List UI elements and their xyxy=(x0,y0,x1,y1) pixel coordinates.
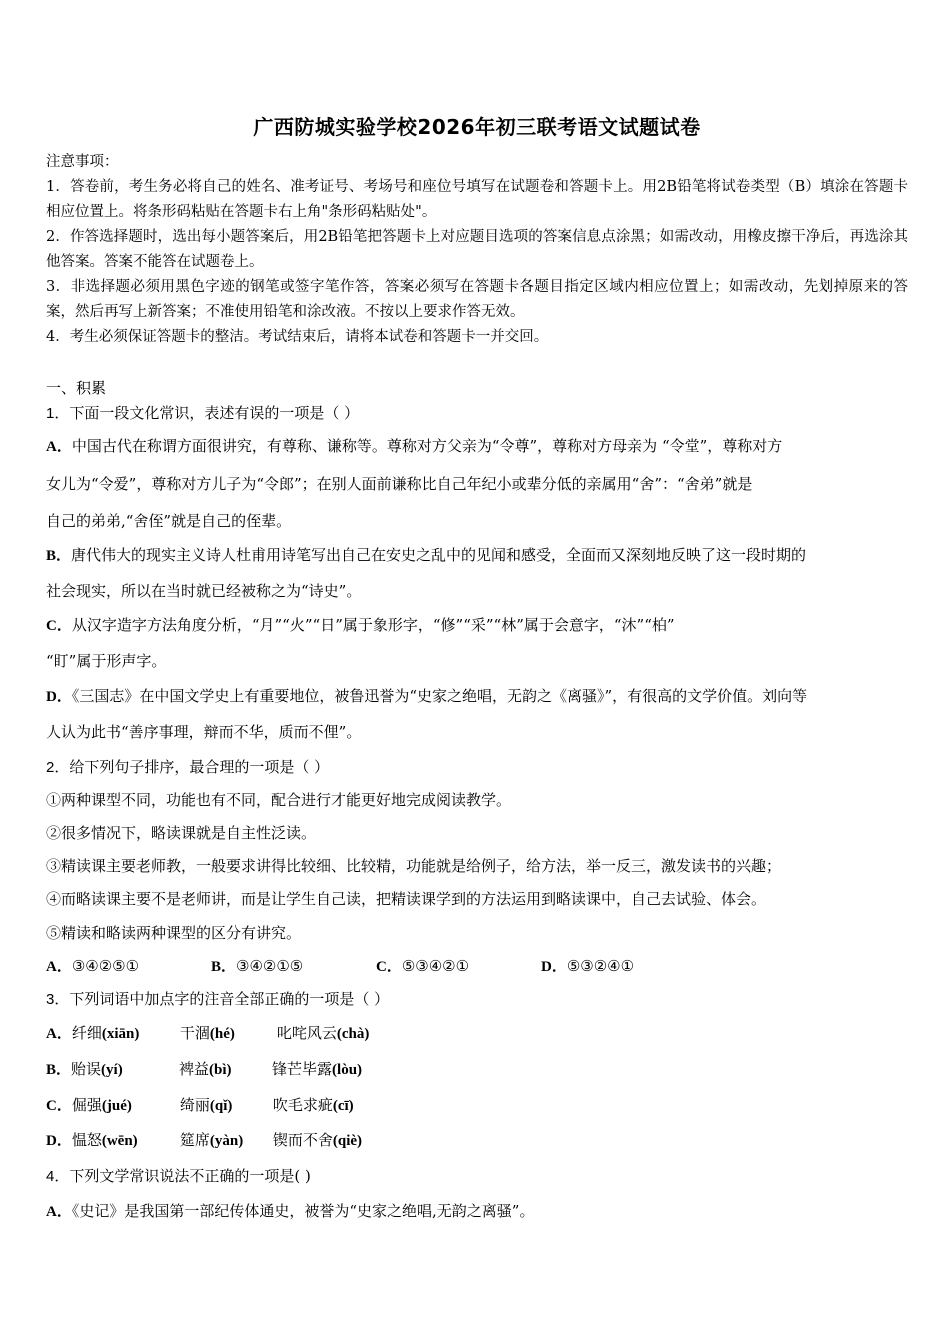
option-text: 从汉字造字方法角度分析，“月”“火”“日”属于象形字，“修”“采”“林”属于会意字，“沐”“柏” xyxy=(71,616,675,634)
q1-option-b-cont: 社会现实，所以在当时就已经被称之为“诗史”。 xyxy=(46,582,362,600)
word: 绮丽 xyxy=(179,1096,210,1114)
q1-option-a-cont: 女儿为“令爱”，尊称对方儿子为“令郎”；在别人面前谦称比自己年纪小或辈分低的亲属用“舍”：“舍弟”就是 xyxy=(46,475,753,493)
q1-option-d xyxy=(46,685,908,706)
notice-item: 4．考生必须保证答题卡的整洁。考试结束后，请将本试卷和答题卡一并交回。 xyxy=(46,329,549,345)
option-label: D． xyxy=(46,1133,72,1149)
word-group xyxy=(273,1129,362,1150)
word-group xyxy=(273,1094,354,1115)
question-3-stem xyxy=(46,988,908,1009)
option-label: C． xyxy=(46,1098,72,1114)
option-text: ⑤③②④① xyxy=(566,957,635,975)
word: 贻误 xyxy=(71,1060,102,1078)
word-group xyxy=(71,1058,179,1079)
q2-option-a xyxy=(46,955,211,976)
q3-option-d xyxy=(46,1129,908,1150)
q3-option-c xyxy=(46,1094,908,1115)
question-number: 3． xyxy=(46,991,70,1008)
sentence-4: ④而略读课主要不是老师讲，而是让学生自己读，把精读课学到的方法运用到略读课中，自己去试验、体会。 xyxy=(46,890,767,908)
word-group xyxy=(72,1094,180,1115)
question-text: 下列词语中加点字的注音全部正确的一项是（ ） xyxy=(69,990,390,1008)
option-text: ③④②⑤① xyxy=(71,957,140,975)
word: 锲而不舍 xyxy=(272,1131,333,1149)
sentence-1: ①两种课型不同，功能也有不同，配合进行才能更好地完成阅读教学。 xyxy=(46,791,512,809)
pinyin: (yí) xyxy=(101,1062,123,1078)
word-group xyxy=(179,1058,272,1079)
q2-options xyxy=(46,955,908,976)
question-number: 1． xyxy=(46,405,70,422)
q1-option-c xyxy=(46,614,908,635)
word-group xyxy=(72,1022,180,1043)
word-group xyxy=(277,1022,370,1043)
question-2-stem xyxy=(46,756,908,777)
word: 叱咤风云 xyxy=(276,1024,337,1042)
q2-option-b xyxy=(211,955,376,976)
q2-option-c xyxy=(376,955,541,976)
q1-option-a xyxy=(46,435,908,456)
q1-option-b xyxy=(46,544,908,565)
question-number: 4． xyxy=(46,1168,70,1185)
question-text: 下面一段文化常识，表述有误的一项是（ ） xyxy=(69,404,360,422)
pinyin: (bì) xyxy=(209,1062,232,1078)
notice-item: 2．作答选择题时，选出每小题答案后，用2B铅笔把答题卡上对应题目选项的答案信息点涂黑；如需改动，用橡皮擦干净后，再选涂其他答案。答案不能答在试题卷上。 xyxy=(46,229,908,270)
word: 愠怒 xyxy=(71,1131,102,1149)
question-4-stem xyxy=(46,1165,908,1186)
option-label: D． xyxy=(541,959,567,975)
question-1-stem xyxy=(46,402,908,423)
word-group xyxy=(180,1022,277,1043)
option-label: B． xyxy=(211,959,237,975)
notice-item: 3．非选择题必须用黑色字迹的钢笔或签字笔作答，答案必须写在答题卡各题目指定区域内相应位置上；如需改动，先划掉原来的答案，然后再写上新答案；不准使用铅笔和涂改液。不按以上要求作答无效。 xyxy=(46,279,908,320)
pinyin: (lòu) xyxy=(332,1062,363,1078)
option-text: 《史记》是我国第一部纪传体通史，被誉为“史家之绝唱,无韵之离骚”。 xyxy=(71,1202,535,1220)
sentence-5: ⑤精读和略读两种课型的区分有讲究。 xyxy=(46,924,302,942)
q4-option-a xyxy=(46,1200,908,1221)
notice-block xyxy=(46,150,908,350)
option-label: B． xyxy=(46,1062,72,1078)
option-label: C． xyxy=(46,618,72,634)
question-text: 给下列句子排序，最合理的一项是（ ） xyxy=(69,758,330,776)
pinyin: (jué) xyxy=(101,1098,132,1114)
word-group xyxy=(180,1094,273,1115)
word: 倔强 xyxy=(71,1096,102,1114)
pinyin: (qǐ) xyxy=(209,1098,233,1114)
notice-item: 1．答卷前，考生务必将自己的姓名、准考证号、考场号和座位号填写在试题卷和答题卡上。用2B铅笔将试卷类型（B）填涂在答题卡相应位置上。将条形码粘贴在答题卡右上角"条形码粘贴处"。 xyxy=(46,179,908,220)
pinyin: (cī) xyxy=(332,1098,354,1114)
word: 吹毛求疵 xyxy=(272,1096,333,1114)
q3-option-a xyxy=(46,1022,908,1043)
option-text: 《三国志》在中国文学史上有重要地位，被鲁迅誉为“史家之绝唱，无韵之《离骚》”，有很高的文学价值。刘向等 xyxy=(71,687,808,705)
q1-option-c-cont: “盯”属于形声字。 xyxy=(46,652,167,670)
pinyin: (hé) xyxy=(209,1026,235,1042)
word: 裨益 xyxy=(179,1060,210,1078)
option-text: 中国古代在称谓方面很讲究，有尊称、谦称等。尊称对方父亲为“令尊”，尊称对方母亲为 “令堂”，尊称对方 xyxy=(71,437,783,455)
word: 筵席 xyxy=(179,1131,210,1149)
option-text: ③④②①⑤ xyxy=(236,957,304,975)
pinyin: (xiān) xyxy=(101,1026,140,1042)
section-heading: 一、积累 xyxy=(46,379,107,397)
option-text: ⑤③④②① xyxy=(401,957,470,975)
option-label: B． xyxy=(46,548,72,564)
sentence-3: ③精读课主要老师教，一般要求讲得比较细、比较精，功能就是给例子，给方法，举一反三，激发读书的兴趣； xyxy=(46,857,782,875)
word: 干涸 xyxy=(179,1024,210,1042)
question-text: 下列文学常识说法不正确的一项是( ) xyxy=(69,1167,311,1185)
pinyin: (wēn) xyxy=(101,1133,138,1149)
pinyin: (chà) xyxy=(336,1026,370,1042)
word: 纤细 xyxy=(71,1024,102,1042)
option-label: D． xyxy=(46,689,72,705)
option-label: C． xyxy=(376,959,402,975)
option-label: A． xyxy=(46,1026,72,1042)
notice-heading: 注意事项： xyxy=(46,154,119,170)
word-group xyxy=(272,1058,362,1079)
word-group xyxy=(72,1129,180,1150)
q2-option-d xyxy=(541,955,634,976)
option-label: A． xyxy=(46,439,72,455)
pinyin: (qiè) xyxy=(332,1133,363,1149)
page-title: 广西防城实验学校2026年初三联考语文试题试卷 xyxy=(253,115,701,139)
pinyin: (yàn) xyxy=(209,1133,244,1149)
q1-option-a-cont: 自己的弟弟,“舍侄”就是自己的侄辈。 xyxy=(46,512,292,530)
sentence-2: ②很多情况下，略读课就是自主性泛读。 xyxy=(46,824,317,842)
word: 锋芒毕露 xyxy=(272,1060,333,1078)
q3-option-b xyxy=(46,1058,908,1079)
option-text: 唐代伟大的现实主义诗人杜甫用诗笔写出自己在安史之乱中的见闻和感受，全面而又深刻地反映了这一段时期的 xyxy=(71,546,807,564)
word-group xyxy=(180,1129,273,1150)
option-label: A． xyxy=(46,1204,72,1220)
option-label: A． xyxy=(46,959,72,975)
q1-option-d-cont: 人认为此书“善序事理，辩而不华，质而不俚”。 xyxy=(46,723,362,741)
question-number: 2． xyxy=(46,759,70,776)
